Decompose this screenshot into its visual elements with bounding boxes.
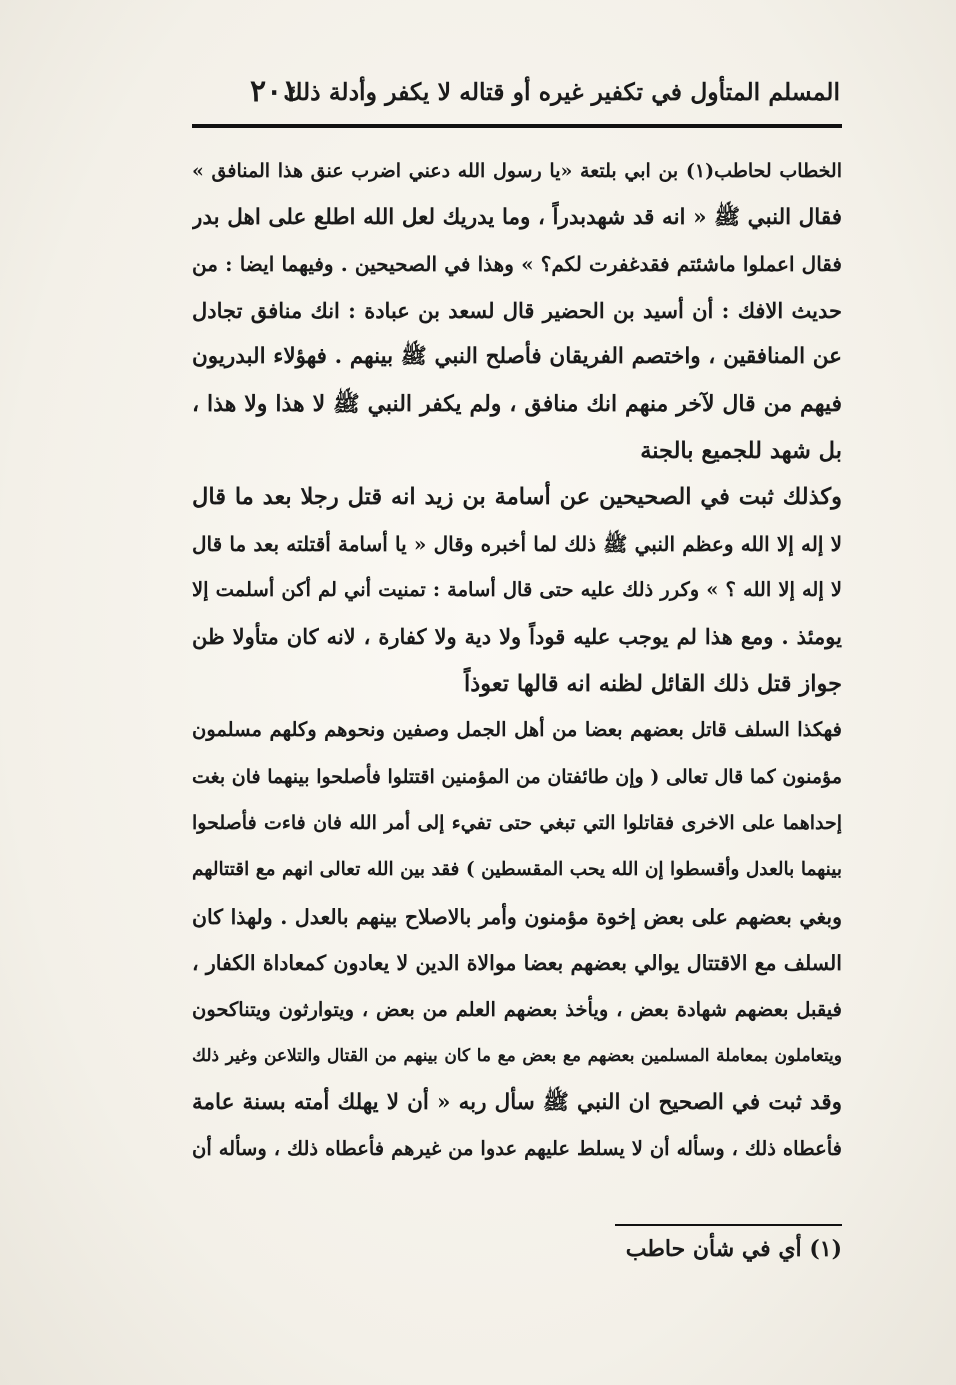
text-line: لا إله إلا الله ؟ » وكرر ذلك عليه حتى قال أسامة : تمنيت أني لم أكن أسلمت إلا bbox=[192, 578, 842, 602]
text-line: وكذلك ثبت في الصحيحين عن أسامة بن زيد انه قتل رجلا بعد ما قال bbox=[192, 484, 842, 511]
text-line: فيهم من قال لآخر منهم انك منافق ، ولم يكفر النبي ﷺ لا هذا ولا هذا ، bbox=[192, 390, 842, 417]
text-line: فقال النبي ﷺ « انه قد شهدبدراً ، وما يدريك لعل الله اطلع على اهل بدر bbox=[192, 204, 842, 230]
text-line: جواز قتل ذلك القائل لظنه انه قالها تعوذاً bbox=[464, 670, 842, 697]
text-line: بينهما بالعدل وأقسطوا إن الله يحب المقسطين ) فقد بين الله تعالى انهم مع اقتتالهم bbox=[192, 858, 842, 880]
text-line: بل شهد للجميع بالجنة bbox=[640, 437, 842, 464]
footnote: (١) أي في شأن حاطب bbox=[625, 1236, 842, 1262]
text-line: السلف مع الاقتتال يوالي بعضهم بعضا موالاة الدين لا يعادون كمعاداة الكفار ، bbox=[192, 951, 842, 976]
text-line: لا إله إلا الله وعظم النبي ﷺ ذلك لما أخبره وقال « يا أسامة أقتلته بعد ما قال bbox=[192, 531, 842, 556]
text-line: فأعطاه ذلك ، وسأله أن لا يسلط عليهم عدوا من غيرهم فأعطاه ذلك ، وسأله أن bbox=[192, 1137, 842, 1161]
text-line: مؤمنون كما قال تعالى ( وإن طائفتان من المؤمنين اقتتلوا فأصلحوا بينهما فان بغت bbox=[192, 765, 842, 788]
body-text bbox=[192, 148, 842, 1173]
text-line: فهكذا السلف قاتل بعضهم بعضا من أهل الجمل وصفين ونحوهم وكلهم مسلمون bbox=[192, 718, 842, 742]
text-line: ويتعاملون بمعاملة المسلمين بعضهم مع بعض مع ما كان بينهم من القتال والتلاعن وغير ذلك bbox=[192, 1046, 842, 1067]
running-header bbox=[190, 68, 840, 118]
text-line: الخطاب لحاطب(١) بن ابي بلتعة «يا رسول الله دعني اضرب عنق هذا المنافق » bbox=[192, 160, 842, 182]
text-line: حديث الافك : أن أسيد بن الحضير قال لسعد بن عبادة : انك منافق تجادل bbox=[192, 297, 842, 323]
text-line: عن المنافقين ، واختصم الفريقان فأصلح النبي ﷺ بينهم . فهؤلاء البدريون bbox=[192, 344, 842, 370]
text-line: يومئذ . ومع هذا لم يوجب عليه قوداً ولا دية ولا كفارة ، لانه كان متأولا ظن bbox=[192, 623, 842, 649]
text-line: وقد ثبت في الصحيح ان النبي ﷺ سأل ربه « أن لا يهلك أمته بسنة عامة bbox=[192, 1089, 842, 1115]
text-line: إحداهما على الاخرى فقاتلوا التي تبغي حتى تفيء إلى أمر الله فان فاءت فأصلحوا bbox=[192, 812, 842, 835]
text-line: وبغي بعضهم على بعض إخوة مؤمنون وأمر بالاصلاح بينهم بالعدل . ولهذا كان bbox=[192, 904, 842, 929]
footnote-divider bbox=[615, 1224, 842, 1226]
page-number: ٢٠١ bbox=[250, 74, 299, 109]
text-line: فيقبل بعضهم شهادة بعض ، ويأخذ بعضهم العلم من بعض ، ويتوارثون ويتناكحون bbox=[192, 997, 842, 1021]
header-title: المسلم المتأول في تكفير غيره أو قتاله لا يكفر وأدلة ذلك bbox=[283, 78, 840, 106]
text-line: فقال اعملوا ماشئتم فقدغفرت لكم؟ » وهذا في الصحيحين . وفيهما ايضا : من bbox=[192, 252, 842, 277]
header-divider bbox=[192, 124, 842, 128]
